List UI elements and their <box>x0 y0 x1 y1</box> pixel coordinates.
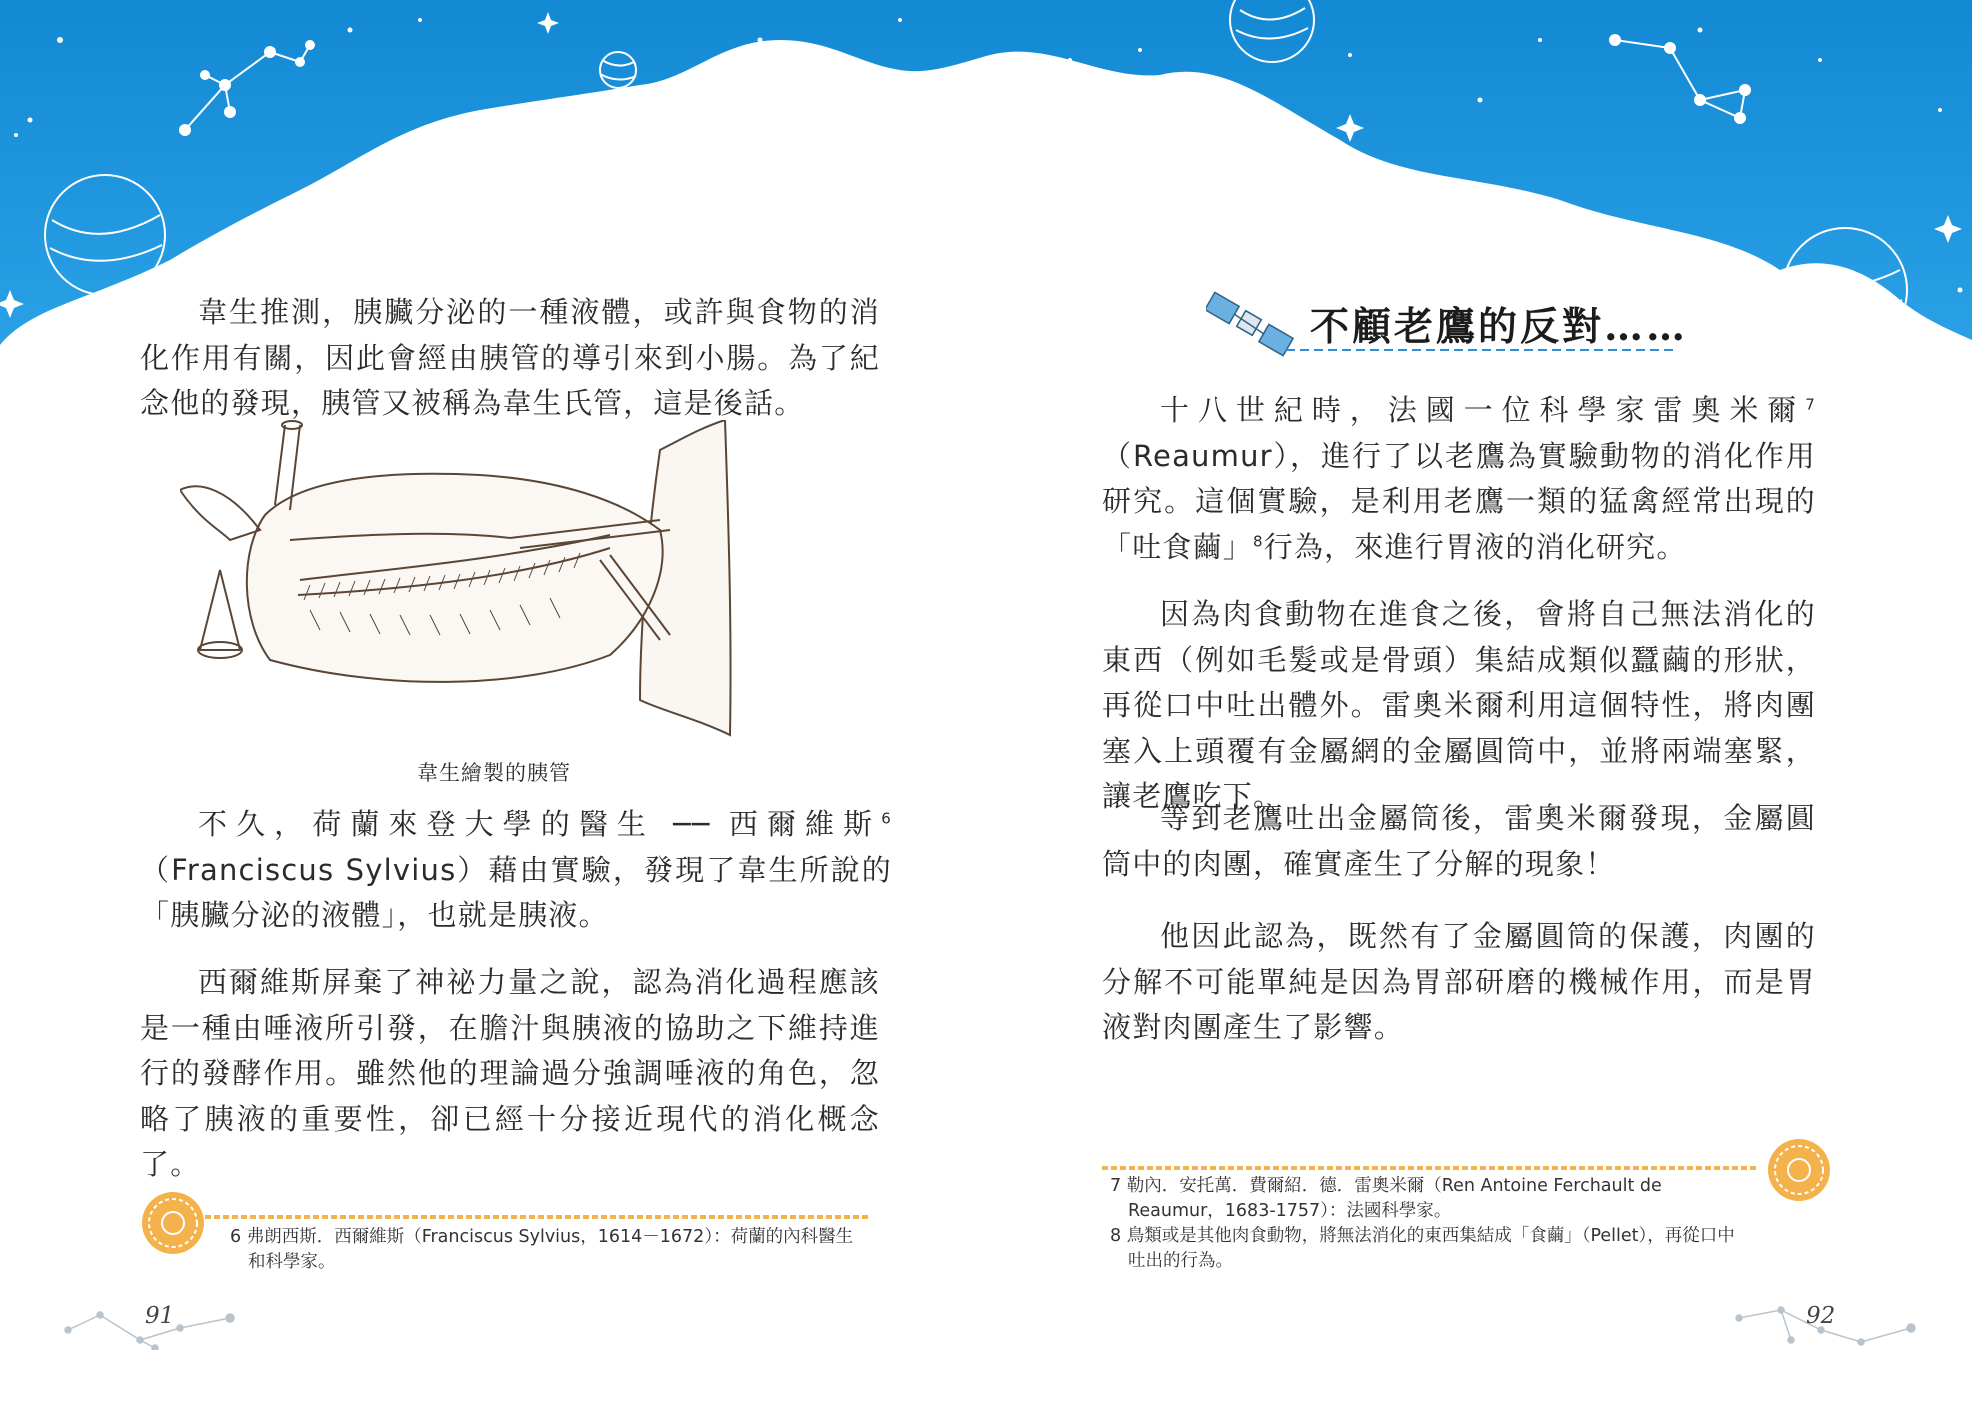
page-number-right: 92 <box>1806 1303 1836 1329</box>
footnote-8-text: 8 鳥類或是其他肉食動物，將無法消化的東西集結成「食繭」（Pellet），再從口中吐出的行為。 <box>1110 1226 1735 1271</box>
footnote-6-text: 6 弗朗西斯．西爾維斯（Franciscus Sylvius，1614－1672）：荷蘭的內科醫生和科學家。 <box>230 1227 854 1272</box>
footnote-divider-right <box>1102 1163 1756 1173</box>
footnote-divider <box>205 1212 870 1222</box>
para2-text-after: （Franciscus Sylvius）藉由實驗，發現了韋生所說的「胰臟分泌的液體」，也就是胰液。 <box>140 852 892 932</box>
right-page <box>986 0 1972 1416</box>
rpara1-text-before: 十八世紀時，法國一位科學家雷奧米爾 <box>1160 393 1806 427</box>
right-paragraph-2: 因為肉食動物在進食之後，會將自己無法消化的東西（例如毛髮或是骨頭）集結成類似蠶繭的形狀，再從口中吐出體外。雷奧米爾利用這個特性，將肉團塞入上頭覆有金屬網的金屬圓筒中，並將兩端塞緊，讓老鷹吃下。 <box>1102 597 1816 813</box>
left-paragraph-2 <box>140 802 892 939</box>
para2-text-before: 不久，荷蘭來登大學的醫生 ── 西爾維斯 <box>198 807 882 841</box>
rpara1-text-end: 行為，來進行胃液的消化研究。 <box>1263 529 1687 564</box>
satellite-icon <box>1206 290 1296 360</box>
left-paragraph-1: 韋生推測，胰臟分泌的一種液體，或許與食物的消化作用有關，因此會經由胰管的導引來到小腸。為了紀念他的發現，胰管又被稱為韋生氏管，這是後話。 <box>140 295 880 420</box>
pancreatic-duct-illustration <box>180 420 800 740</box>
footnote-ref-8: 8 <box>1253 531 1264 550</box>
footnote-ref-7: 7 <box>1805 395 1816 414</box>
footnote-badge-icon-right <box>1766 1137 1832 1203</box>
heading-underline <box>1286 347 1676 353</box>
figure-caption: 韋生繪製的胰管 <box>417 761 571 785</box>
left-paragraph-3: 西爾維斯屏棄了神祕力量之說，認為消化過程應該是一種由唾液所引發，在膽汁與胰液的協助之下維持進行的發酵作用。雖然他的理論過分強調唾液的角色，忽略了胰液的重要性，卻已經十分接近現代的消化概念了。 <box>140 965 880 1181</box>
right-paragraph-3: 等到老鷹吐出金屬筒後，雷奧米爾發現，金屬圓筒中的肉團，確實產生了分解的現象！ <box>1102 801 1816 881</box>
page-number-left: 91 <box>145 1303 175 1329</box>
section-heading: 不顧老鷹的反對…… <box>1310 304 1689 350</box>
right-paragraph-4: 他因此認為，既然有了金屬圓筒的保護，肉團的分解不可能單純是因為胃部研磨的機械作用，而是胃液對肉團產生了影響。 <box>1102 919 1816 1044</box>
footnote-ref-6: 6 <box>881 809 892 828</box>
footnote-badge-icon <box>140 1190 206 1256</box>
footnote-7-text: 7 勒內．安托萬．費爾紹．德．雷奧米爾（Ren Antoine Ferchault de Reaumur，1683-1757）：法國科學家。 <box>1110 1176 1662 1221</box>
rpara1-text-after: （Reaumur），進行了以老鷹為實驗動物的消化作用研究。這個實驗，是利用老鷹一類的猛禽經常出現的「吐食繭」 <box>1102 438 1816 564</box>
footnote-6 <box>230 1225 870 1275</box>
footnotes-right <box>1110 1174 1746 1274</box>
right-paragraph-1 <box>1102 388 1816 570</box>
